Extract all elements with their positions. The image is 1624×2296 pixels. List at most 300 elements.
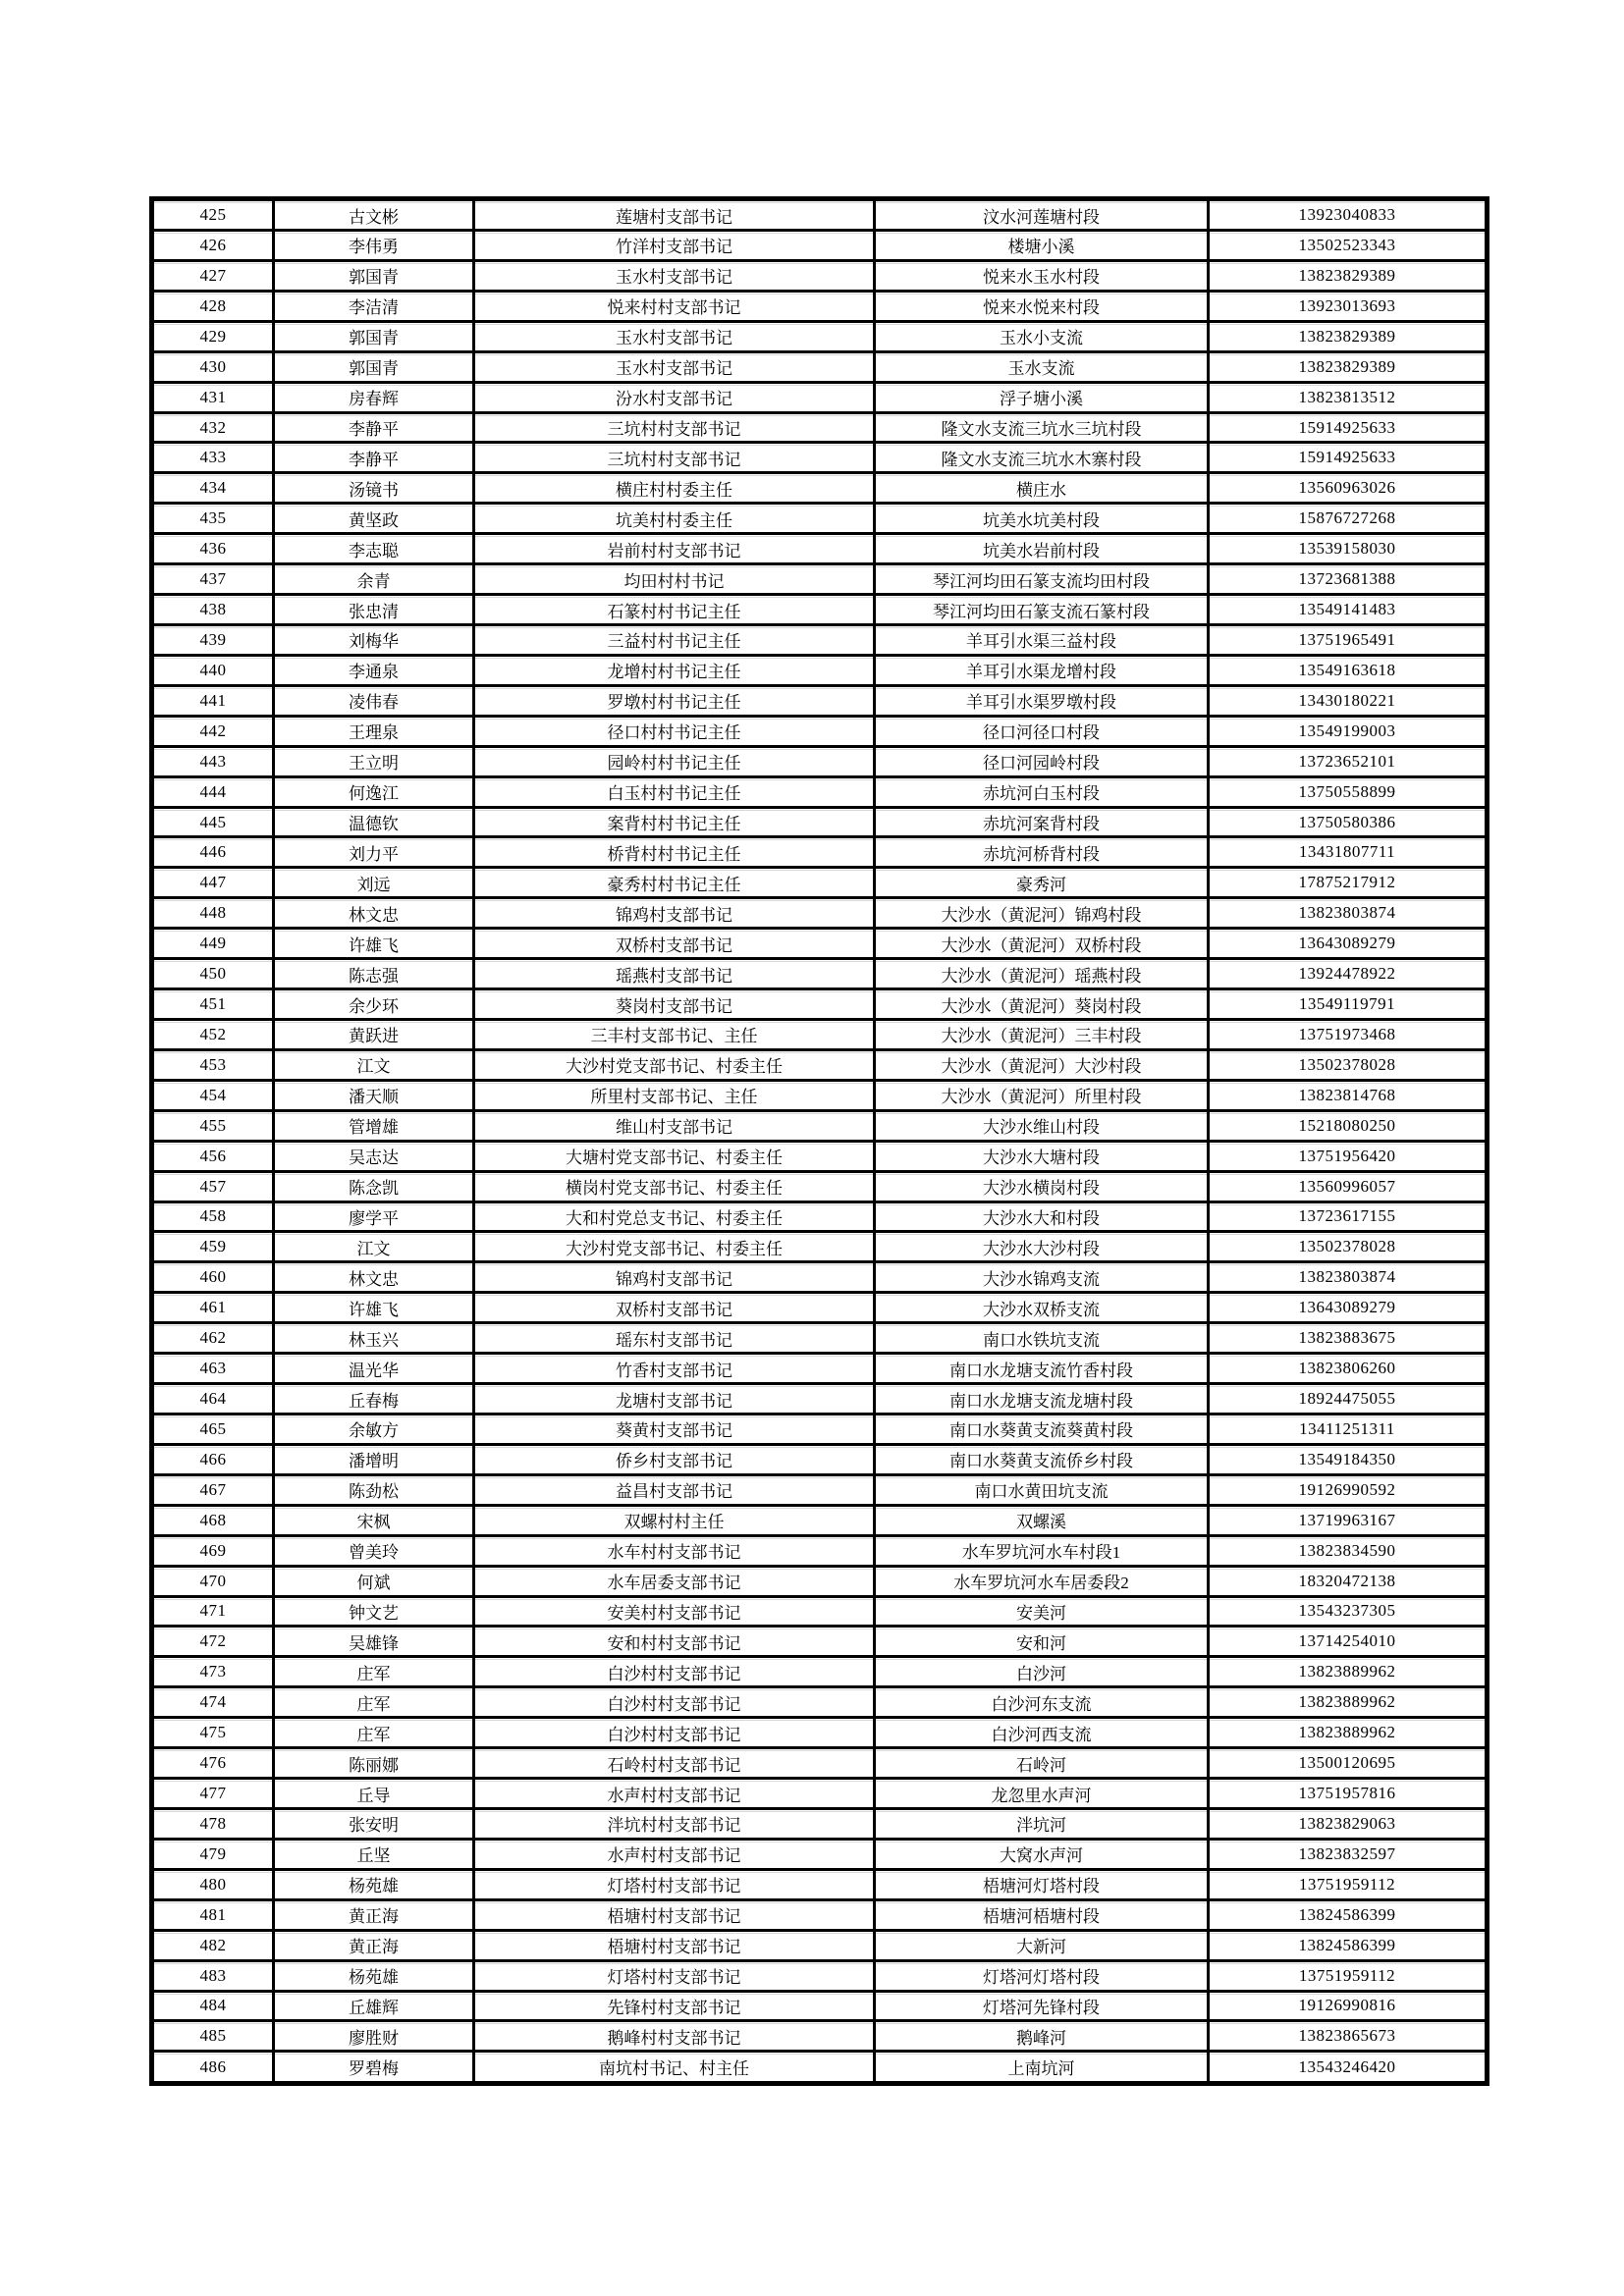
cell-position: 益昌村支部书记 (474, 1474, 875, 1505)
table-row (152, 2052, 1488, 2084)
cell-position: 白玉村村书记主任 (474, 776, 875, 807)
cell-position: 大沙村党支部书记、村委主任 (474, 1049, 875, 1080)
cell-position: 罗墩村村书记主任 (474, 685, 875, 716)
cell-river: 上南坑河 (875, 2052, 1209, 2084)
cell-phone: 13750558899 (1209, 776, 1488, 807)
table-row (152, 959, 1488, 989)
cell-river: 大沙水横岗村段 (875, 1171, 1209, 1201)
cell-name: 古文彬 (274, 199, 474, 231)
cell-position: 双桥村支部书记 (474, 1293, 875, 1323)
table-row (152, 473, 1488, 504)
cell-phone: 13643089279 (1209, 1293, 1488, 1323)
cell-phone: 13751959112 (1209, 1960, 1488, 1991)
cell-name: 林玉兴 (274, 1323, 474, 1354)
table-row (152, 1991, 1488, 2021)
cell-river: 梧塘河灯塔村段 (875, 1869, 1209, 1899)
cell-river: 南口水龙塘支流龙塘村段 (875, 1384, 1209, 1415)
cell-phone: 15876727268 (1209, 504, 1488, 534)
cell-river: 泮坑河 (875, 1808, 1209, 1839)
cell-river: 悦来水悦来村段 (875, 291, 1209, 321)
cell-river: 隆文水支流三坑水三坑村段 (875, 412, 1209, 443)
table-row (152, 2021, 1488, 2052)
cell-no: 435 (152, 504, 274, 534)
table-row (152, 1474, 1488, 1505)
cell-position: 案背村村书记主任 (474, 807, 875, 837)
cell-no: 456 (152, 1141, 274, 1171)
cell-position: 水车村村支部书记 (474, 1535, 875, 1566)
cell-river: 白沙河东支流 (875, 1687, 1209, 1718)
cell-river: 灯塔河灯塔村段 (875, 1960, 1209, 1991)
cell-phone: 13723617155 (1209, 1201, 1488, 1232)
table-row (152, 1535, 1488, 1566)
cell-position: 莲塘村支部书记 (474, 199, 875, 231)
cell-no: 455 (152, 1110, 274, 1141)
cell-name: 庄军 (274, 1657, 474, 1687)
cell-name: 陈丽娜 (274, 1748, 474, 1779)
table-row (152, 1779, 1488, 1809)
cell-no: 426 (152, 231, 274, 261)
cell-name: 吴志达 (274, 1141, 474, 1171)
cell-no: 451 (152, 989, 274, 1020)
cell-phone: 13502378028 (1209, 1232, 1488, 1262)
cell-river: 玉水支流 (875, 351, 1209, 382)
cell-phone: 13500120695 (1209, 1748, 1488, 1779)
cell-river: 赤坑河白玉村段 (875, 776, 1209, 807)
cell-river: 南口水黄田坑支流 (875, 1474, 1209, 1505)
table-row (152, 1596, 1488, 1627)
cell-position: 安和村村支部书记 (474, 1627, 875, 1657)
cell-name: 李通泉 (274, 655, 474, 685)
cell-position: 龙增村村书记主任 (474, 655, 875, 685)
cell-position: 灯塔村村支部书记 (474, 1869, 875, 1899)
cell-river: 坑美水坑美村段 (875, 504, 1209, 534)
cell-name: 庄军 (274, 1687, 474, 1718)
cell-phone: 13923013693 (1209, 291, 1488, 321)
table-row (152, 504, 1488, 534)
cell-river: 龙忽里水声河 (875, 1779, 1209, 1809)
cell-phone: 13751957816 (1209, 1779, 1488, 1809)
cell-name: 李静平 (274, 443, 474, 473)
cell-name: 丘雄辉 (274, 1991, 474, 2021)
cell-no: 474 (152, 1687, 274, 1718)
cell-river: 羊耳引水渠罗墩村段 (875, 685, 1209, 716)
cell-position: 石岭村村支部书记 (474, 1748, 875, 1779)
cell-position: 葵岗村支部书记 (474, 989, 875, 1020)
cell-phone: 19126990592 (1209, 1474, 1488, 1505)
cell-position: 横岗村党支部书记、村委主任 (474, 1171, 875, 1201)
cell-phone: 13751965491 (1209, 625, 1488, 656)
cell-phone: 13411251311 (1209, 1414, 1488, 1444)
cell-phone: 13824586399 (1209, 1930, 1488, 1960)
cell-name: 丘春梅 (274, 1384, 474, 1415)
cell-river: 赤坑河桥背村段 (875, 837, 1209, 868)
cell-position: 梧塘村村支部书记 (474, 1899, 875, 1930)
cell-name: 林文忠 (274, 1262, 474, 1293)
cell-no: 459 (152, 1232, 274, 1262)
cell-name: 王理泉 (274, 716, 474, 746)
cell-position: 汾水村支部书记 (474, 382, 875, 412)
cell-river: 大窝水声河 (875, 1839, 1209, 1869)
cell-name: 陈劲松 (274, 1474, 474, 1505)
cell-position: 泮坑村村支部书记 (474, 1808, 875, 1839)
table-row (152, 1110, 1488, 1141)
cell-phone: 13431807711 (1209, 837, 1488, 868)
cell-no: 439 (152, 625, 274, 656)
table-row (152, 291, 1488, 321)
cell-name: 刘梅华 (274, 625, 474, 656)
table-row (152, 1748, 1488, 1779)
cell-position: 三坑村村支部书记 (474, 412, 875, 443)
table-row (152, 412, 1488, 443)
table-row (152, 1444, 1488, 1474)
cell-river: 赤坑河案背村段 (875, 807, 1209, 837)
cell-name: 江文 (274, 1232, 474, 1262)
cell-position: 水车居委支部书记 (474, 1566, 875, 1596)
cell-position: 横庄村村委主任 (474, 473, 875, 504)
cell-name: 余青 (274, 564, 474, 595)
cell-name: 刘力平 (274, 837, 474, 868)
cell-phone: 15218080250 (1209, 1110, 1488, 1141)
table-row (152, 625, 1488, 656)
cell-phone: 13719963167 (1209, 1505, 1488, 1535)
cell-no: 432 (152, 412, 274, 443)
cell-river: 南口水铁坑支流 (875, 1323, 1209, 1354)
cell-name: 许雄飞 (274, 1293, 474, 1323)
cell-position: 双螺村村主任 (474, 1505, 875, 1535)
cell-river: 悦来水玉水村段 (875, 260, 1209, 291)
cell-phone: 13924478922 (1209, 959, 1488, 989)
table-row (152, 1049, 1488, 1080)
cell-phone: 13549199003 (1209, 716, 1488, 746)
cell-name: 郭国青 (274, 351, 474, 382)
cell-position: 南坑村书记、村主任 (474, 2052, 875, 2084)
cell-position: 三丰村支部书记、主任 (474, 1020, 875, 1050)
cell-no: 477 (152, 1779, 274, 1809)
cell-name: 何斌 (274, 1566, 474, 1596)
cell-phone: 17875217912 (1209, 868, 1488, 898)
cell-position: 石篆村村书记主任 (474, 595, 875, 625)
cell-no: 463 (152, 1354, 274, 1384)
cell-name: 房春辉 (274, 382, 474, 412)
cell-river: 大沙水（黄泥河）锦鸡村段 (875, 898, 1209, 929)
cell-name: 杨苑雄 (274, 1869, 474, 1899)
cell-phone: 13823803874 (1209, 898, 1488, 929)
cell-river: 安美河 (875, 1596, 1209, 1627)
cell-phone: 13823814768 (1209, 1080, 1488, 1110)
cell-no: 472 (152, 1627, 274, 1657)
cell-river: 羊耳引水渠龙增村段 (875, 655, 1209, 685)
table-row (152, 837, 1488, 868)
cell-phone: 13923040833 (1209, 199, 1488, 231)
cell-position: 双桥村支部书记 (474, 929, 875, 959)
cell-no: 458 (152, 1201, 274, 1232)
cell-no: 447 (152, 868, 274, 898)
cell-name: 郭国青 (274, 321, 474, 351)
cell-river: 南口水龙塘支流竹香村段 (875, 1354, 1209, 1384)
cell-no: 480 (152, 1869, 274, 1899)
cell-name: 黄正海 (274, 1930, 474, 1960)
cell-name: 张安明 (274, 1808, 474, 1839)
cell-position: 梧塘村村支部书记 (474, 1930, 875, 1960)
cell-no: 460 (152, 1262, 274, 1293)
cell-river: 大沙水（黄泥河）大沙村段 (875, 1049, 1209, 1080)
cell-position: 玉水村支部书记 (474, 351, 875, 382)
cell-name: 庄军 (274, 1718, 474, 1748)
cell-name: 黄坚政 (274, 504, 474, 534)
table-row (152, 534, 1488, 564)
cell-phone: 13823829063 (1209, 1808, 1488, 1839)
table-row (152, 1657, 1488, 1687)
cell-position: 大塘村党支部书记、村委主任 (474, 1141, 875, 1171)
cell-position: 白沙村村支部书记 (474, 1687, 875, 1718)
cell-river: 安和河 (875, 1627, 1209, 1657)
cell-position: 豪秀村村书记主任 (474, 868, 875, 898)
cell-no: 436 (152, 534, 274, 564)
table-row (152, 1899, 1488, 1930)
cell-name: 罗碧梅 (274, 2052, 474, 2084)
cell-river: 隆文水支流三坑水木寨村段 (875, 443, 1209, 473)
cell-name: 陈志强 (274, 959, 474, 989)
cell-river: 大沙水大沙村段 (875, 1232, 1209, 1262)
cell-position: 竹香村支部书记 (474, 1354, 875, 1384)
cell-phone: 13539158030 (1209, 534, 1488, 564)
cell-phone: 13823803874 (1209, 1262, 1488, 1293)
cell-river: 水车罗坑河水车村段1 (875, 1535, 1209, 1566)
cell-no: 469 (152, 1535, 274, 1566)
cell-no: 486 (152, 2052, 274, 2084)
cell-river: 大沙水维山村段 (875, 1110, 1209, 1141)
cell-position: 灯塔村村支部书记 (474, 1960, 875, 1991)
cell-river: 双螺溪 (875, 1505, 1209, 1535)
cell-river: 坑美水岩前村段 (875, 534, 1209, 564)
cell-name: 李洁清 (274, 291, 474, 321)
cell-position: 维山村支部书记 (474, 1110, 875, 1141)
cell-phone: 13823829389 (1209, 260, 1488, 291)
cell-phone: 13823829389 (1209, 321, 1488, 351)
cell-no: 454 (152, 1080, 274, 1110)
cell-position: 水声村村支部书记 (474, 1839, 875, 1869)
cell-phone: 13549184350 (1209, 1444, 1488, 1474)
cell-river: 白沙河西支流 (875, 1718, 1209, 1748)
table-row (152, 655, 1488, 685)
cell-name: 丘导 (274, 1779, 474, 1809)
cell-phone: 13751973468 (1209, 1020, 1488, 1050)
cell-phone: 13823829389 (1209, 351, 1488, 382)
cell-name: 杨苑雄 (274, 1960, 474, 1991)
cell-name: 陈念凯 (274, 1171, 474, 1201)
cell-no: 430 (152, 351, 274, 382)
cell-phone: 13430180221 (1209, 685, 1488, 716)
cell-name: 潘增明 (274, 1444, 474, 1474)
cell-no: 453 (152, 1049, 274, 1080)
cell-no: 482 (152, 1930, 274, 1960)
table-row (152, 1839, 1488, 1869)
cell-no: 433 (152, 443, 274, 473)
cell-no: 483 (152, 1960, 274, 1991)
cell-no: 434 (152, 473, 274, 504)
cell-no: 429 (152, 321, 274, 351)
cell-river: 大沙水大和村段 (875, 1201, 1209, 1232)
cell-river: 汶水河莲塘村段 (875, 199, 1209, 231)
cell-name: 温光华 (274, 1354, 474, 1384)
cell-position: 龙塘村支部书记 (474, 1384, 875, 1415)
cell-phone: 13823832597 (1209, 1839, 1488, 1869)
table-row (152, 1171, 1488, 1201)
cell-no: 452 (152, 1020, 274, 1050)
cell-river: 梧塘河梧塘村段 (875, 1899, 1209, 1930)
cell-no: 485 (152, 2021, 274, 2052)
cell-position: 瑶东村支部书记 (474, 1323, 875, 1354)
cell-name: 管增雄 (274, 1110, 474, 1141)
cell-no: 437 (152, 564, 274, 595)
cell-no: 446 (152, 837, 274, 868)
cell-name: 潘天顺 (274, 1080, 474, 1110)
cell-river: 琴江河均田石篆支流均田村段 (875, 564, 1209, 595)
cell-position: 玉水村支部书记 (474, 260, 875, 291)
cell-river: 南口水葵黄支流葵黄村段 (875, 1414, 1209, 1444)
cell-name: 廖胜财 (274, 2021, 474, 2052)
cell-river: 大新河 (875, 1930, 1209, 1960)
cell-river: 羊耳引水渠三益村段 (875, 625, 1209, 656)
cell-position: 玉水村支部书记 (474, 321, 875, 351)
table-row (152, 231, 1488, 261)
cell-river: 大沙水（黄泥河）葵岗村段 (875, 989, 1209, 1020)
cell-phone: 13549119791 (1209, 989, 1488, 1020)
cell-phone: 13560996057 (1209, 1171, 1488, 1201)
cell-no: 465 (152, 1414, 274, 1444)
cell-phone: 13824586399 (1209, 1899, 1488, 1930)
cell-no: 476 (152, 1748, 274, 1779)
cell-river: 南口水葵黄支流侨乡村段 (875, 1444, 1209, 1474)
cell-phone: 13823865673 (1209, 2021, 1488, 2052)
cell-river: 鹅峰河 (875, 2021, 1209, 2052)
table-row (152, 260, 1488, 291)
cell-river: 浮子塘小溪 (875, 382, 1209, 412)
cell-name: 李志聪 (274, 534, 474, 564)
cell-name: 王立明 (274, 746, 474, 776)
table-row (152, 382, 1488, 412)
cell-no: 443 (152, 746, 274, 776)
cell-phone: 15914925633 (1209, 443, 1488, 473)
cell-name: 凌伟春 (274, 685, 474, 716)
cell-position: 白沙村村支部书记 (474, 1718, 875, 1748)
cell-river: 楼塘小溪 (875, 231, 1209, 261)
table-row (152, 1627, 1488, 1657)
cell-no: 431 (152, 382, 274, 412)
cell-no: 449 (152, 929, 274, 959)
table-row (152, 199, 1488, 231)
cell-phone: 13823813512 (1209, 382, 1488, 412)
cell-no: 467 (152, 1474, 274, 1505)
table-row (152, 1080, 1488, 1110)
contact-table (149, 196, 1489, 2086)
table-row (152, 1020, 1488, 1050)
cell-name: 李伟勇 (274, 231, 474, 261)
cell-name: 曾美玲 (274, 1535, 474, 1566)
cell-name: 宋枫 (274, 1505, 474, 1535)
cell-position: 锦鸡村支部书记 (474, 1262, 875, 1293)
table-row (152, 564, 1488, 595)
table-row (152, 807, 1488, 837)
cell-no: 427 (152, 260, 274, 291)
cell-river: 灯塔河先锋村段 (875, 1991, 1209, 2021)
cell-name: 温德钦 (274, 807, 474, 837)
cell-no: 479 (152, 1839, 274, 1869)
table-row (152, 1262, 1488, 1293)
cell-river: 玉水小支流 (875, 321, 1209, 351)
cell-phone: 13823834590 (1209, 1535, 1488, 1566)
cell-name: 钟文艺 (274, 1596, 474, 1627)
cell-no: 428 (152, 291, 274, 321)
cell-river: 大沙水（黄泥河）双桥村段 (875, 929, 1209, 959)
cell-position: 水声村村支部书记 (474, 1779, 875, 1809)
cell-phone: 13714254010 (1209, 1627, 1488, 1657)
cell-position: 径口村村书记主任 (474, 716, 875, 746)
cell-phone: 13543237305 (1209, 1596, 1488, 1627)
cell-position: 三坑村村支部书记 (474, 443, 875, 473)
cell-name: 余敏方 (274, 1414, 474, 1444)
table-row (152, 1232, 1488, 1262)
cell-position: 均田村村书记 (474, 564, 875, 595)
cell-position: 侨乡村支部书记 (474, 1444, 875, 1474)
cell-name: 许雄飞 (274, 929, 474, 959)
cell-no: 438 (152, 595, 274, 625)
cell-phone: 13543246420 (1209, 2052, 1488, 2084)
cell-phone: 18320472138 (1209, 1566, 1488, 1596)
cell-phone: 13823883675 (1209, 1323, 1488, 1354)
cell-position: 坑美村村委主任 (474, 504, 875, 534)
cell-no: 470 (152, 1566, 274, 1596)
table-row (152, 351, 1488, 382)
cell-no: 441 (152, 685, 274, 716)
table-row (152, 1293, 1488, 1323)
cell-position: 所里村支部书记、主任 (474, 1080, 875, 1110)
table-row (152, 1960, 1488, 1991)
table-row (152, 929, 1488, 959)
cell-no: 466 (152, 1444, 274, 1474)
cell-river: 大沙水大塘村段 (875, 1141, 1209, 1171)
cell-name: 林文忠 (274, 898, 474, 929)
cell-name: 余少环 (274, 989, 474, 1020)
cell-position: 三益村村书记主任 (474, 625, 875, 656)
cell-phone: 13751959112 (1209, 1869, 1488, 1899)
cell-no: 440 (152, 655, 274, 685)
cell-river: 大沙水（黄泥河）三丰村段 (875, 1020, 1209, 1050)
cell-position: 先锋村村支部书记 (474, 1991, 875, 2021)
table-row (152, 1869, 1488, 1899)
cell-river: 径口河园岭村段 (875, 746, 1209, 776)
cell-phone: 13751956420 (1209, 1141, 1488, 1171)
cell-position: 竹洋村支部书记 (474, 231, 875, 261)
cell-river: 石岭河 (875, 1748, 1209, 1779)
cell-no: 442 (152, 716, 274, 746)
table-row (152, 1414, 1488, 1444)
cell-phone: 13823889962 (1209, 1657, 1488, 1687)
cell-name: 汤镜书 (274, 473, 474, 504)
cell-name: 张忠清 (274, 595, 474, 625)
cell-position: 锦鸡村支部书记 (474, 898, 875, 929)
table-row (152, 443, 1488, 473)
table-row (152, 776, 1488, 807)
table-row (152, 1141, 1488, 1171)
table-row (152, 1201, 1488, 1232)
cell-name: 丘坚 (274, 1839, 474, 1869)
table-row (152, 595, 1488, 625)
cell-position: 鹅峰村村支部书记 (474, 2021, 875, 2052)
cell-phone: 13560963026 (1209, 473, 1488, 504)
cell-no: 464 (152, 1384, 274, 1415)
cell-name: 廖学平 (274, 1201, 474, 1232)
